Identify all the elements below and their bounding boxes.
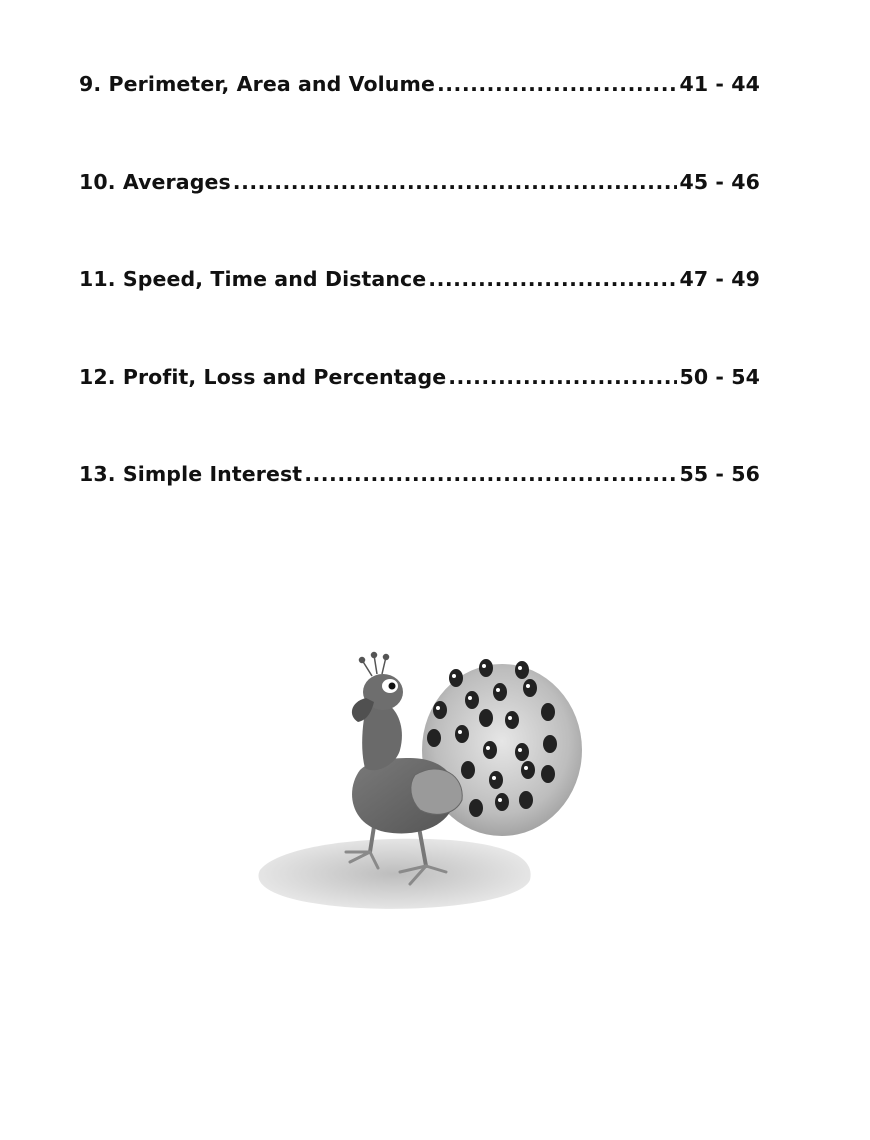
toc-entry-averages xyxy=(79,170,760,206)
toc-entry-pages: 41 - 44 xyxy=(679,72,760,96)
toc-entry-title: 11. Speed, Time and Distance xyxy=(79,267,427,291)
toc-entry-title: 12. Profit, Loss and Percentage xyxy=(79,364,447,389)
dot-leader xyxy=(304,462,677,486)
toc-entry-pages: 47 - 49 xyxy=(679,267,760,291)
dot-leader xyxy=(448,365,677,389)
dot-leader xyxy=(233,170,678,194)
toc-entry-perimeter-area-volume xyxy=(79,72,760,108)
toc-entry-title: 9. Perimeter, Area and Volume xyxy=(79,72,435,96)
toc-entry-profit-loss-percentage xyxy=(79,365,760,401)
toc-entry-simple-interest xyxy=(79,462,760,498)
toc-entry-pages: 45 - 46 xyxy=(679,169,760,194)
toc-entry-title: 10. Averages xyxy=(79,169,231,194)
toc-entry-pages: 55 - 56 xyxy=(679,462,760,486)
dot-leader xyxy=(437,72,678,96)
dot-leader xyxy=(428,267,677,291)
table-of-contents xyxy=(79,72,760,560)
toc-entry-pages: 50 - 54 xyxy=(679,364,760,389)
toc-entry-speed-time-distance xyxy=(79,267,760,303)
peacock-icon xyxy=(250,640,590,920)
toc-entry-title: 13. Simple Interest xyxy=(79,462,303,486)
